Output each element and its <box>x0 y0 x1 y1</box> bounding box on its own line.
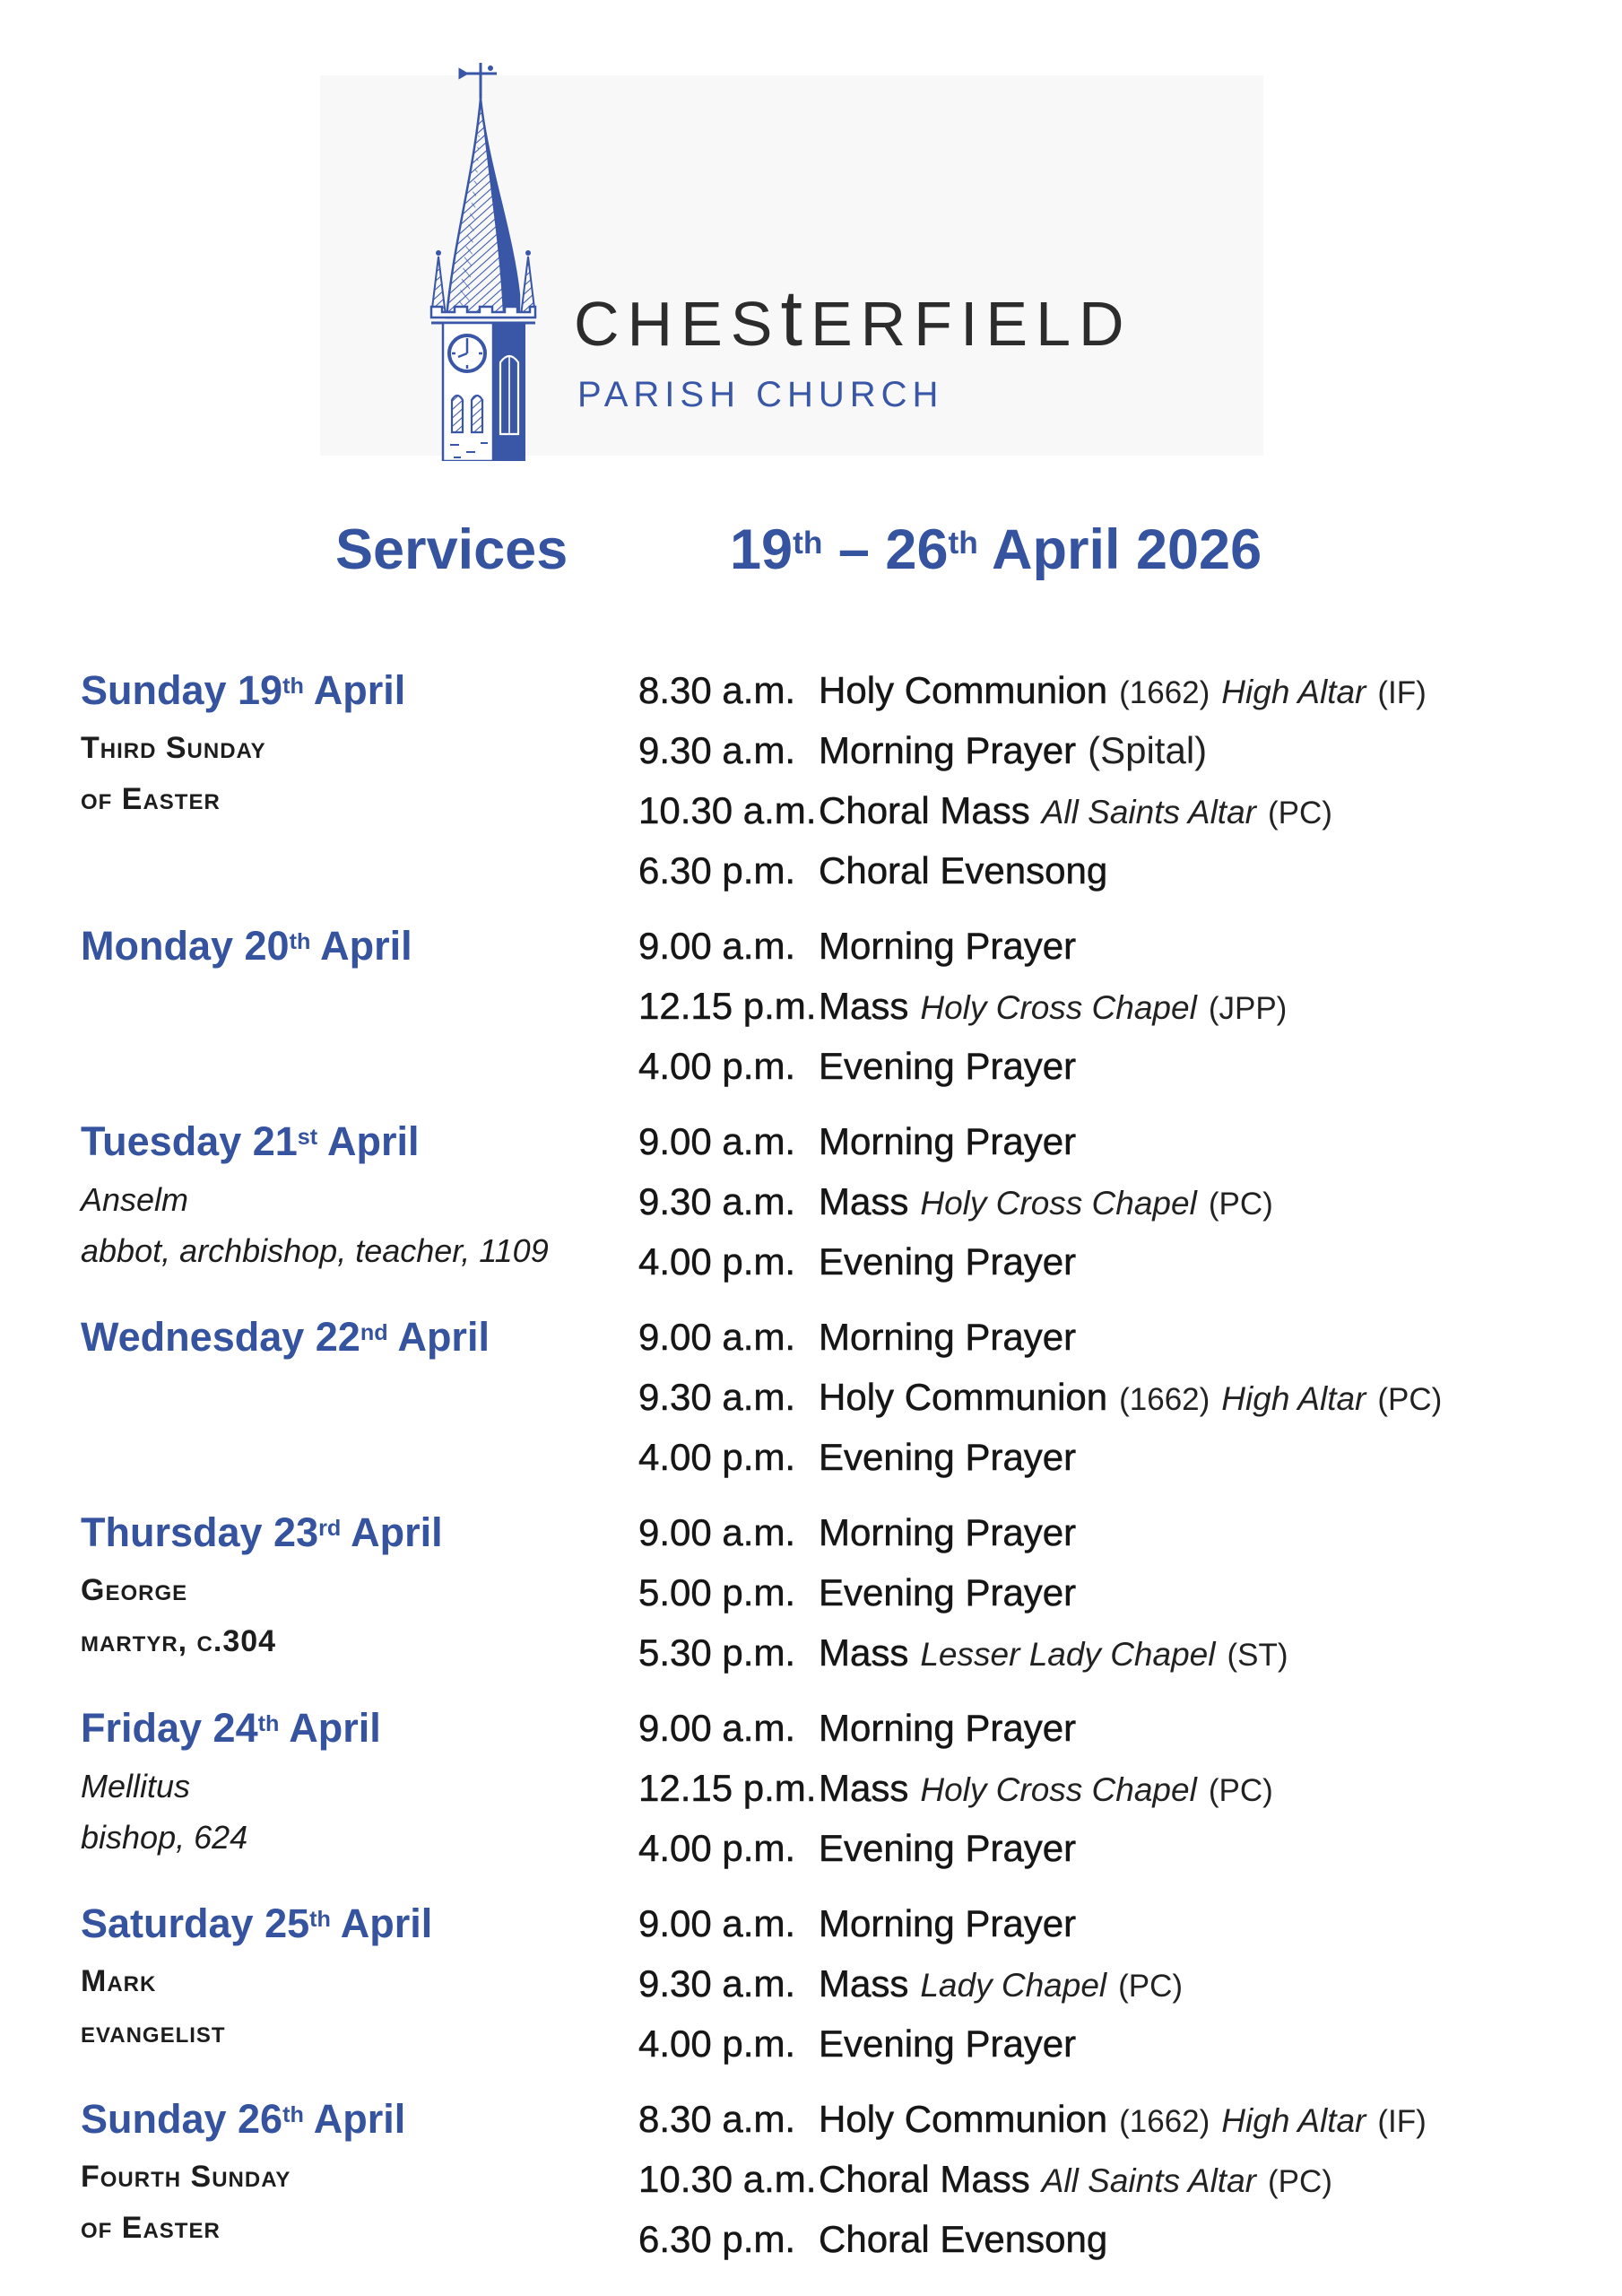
service-row <box>638 980 1586 1040</box>
service-text <box>819 1702 1076 1762</box>
service-text <box>819 1371 1442 1431</box>
service-name: Choral Evensong <box>819 2218 1108 2260</box>
service-row <box>638 1822 1586 1883</box>
service-time: 12.15 p.m. <box>638 1767 817 1809</box>
service-name: Morning Prayer <box>819 1511 1077 1553</box>
service-row <box>638 1371 1586 1431</box>
day-left-column <box>81 2093 628 2254</box>
service-name: Evening Prayer <box>819 1827 1077 1869</box>
day-block <box>81 665 1586 905</box>
day-ordinal: rd <box>318 1515 342 1541</box>
service-row <box>638 1567 1586 1627</box>
day-ordinal: th <box>282 673 304 699</box>
service-name: Choral Mass <box>819 2158 1030 2200</box>
service-text <box>819 2153 1332 2213</box>
service-row <box>638 1702 1586 1762</box>
day-block <box>81 920 1586 1100</box>
day-block <box>81 1116 1586 1296</box>
day-subtitle: Anselm <box>81 1181 189 1218</box>
service-row <box>638 2093 1586 2153</box>
day-left-column <box>81 1507 628 1667</box>
service-name: Choral Evensong <box>819 849 1108 891</box>
service-name: Mass <box>819 1962 909 2005</box>
service-detail: (PC) <box>1118 1969 1184 2004</box>
day-block <box>81 2093 1586 2274</box>
day-subtitle: of Easter <box>81 2211 221 2245</box>
service-detail: All Saints Altar <box>1041 794 1256 831</box>
day-services <box>638 1311 1586 1492</box>
day-ordinal: st <box>297 1124 318 1150</box>
day-subtitle: Mark <box>81 1964 157 1998</box>
service-row <box>638 1236 1586 1296</box>
service-row <box>638 1176 1586 1236</box>
service-text <box>819 980 1287 1040</box>
service-time: 4.00 p.m. <box>638 1240 796 1283</box>
day-heading: Sunday 26th April <box>81 2096 406 2142</box>
service-time: 4.00 p.m. <box>638 1827 796 1869</box>
day-subtitle: bishop, 624 <box>81 1819 248 1856</box>
brand-pre: CHES <box>574 289 781 359</box>
service-row <box>638 1958 1586 2018</box>
day-heading: Saturday 25th April <box>81 1900 433 1946</box>
service-detail: (PC) <box>1208 1773 1273 1808</box>
service-time: 9.00 a.m. <box>638 1511 796 1553</box>
service-detail: (Spital) <box>1088 729 1208 771</box>
service-text <box>819 2093 1427 2153</box>
day-heading: Sunday 19th April <box>81 667 406 713</box>
service-time: 8.30 a.m. <box>638 669 796 711</box>
service-time: 6.30 p.m. <box>638 2218 796 2260</box>
service-text <box>819 1507 1076 1567</box>
service-text <box>819 1116 1076 1176</box>
service-detail: (PC) <box>1267 2164 1332 2199</box>
date-end-ordinal: th <box>948 526 978 561</box>
service-text <box>819 1822 1076 1883</box>
day-subtitle: George <box>81 1573 188 1607</box>
service-text <box>819 1176 1273 1236</box>
date-range <box>730 518 1262 590</box>
day-services <box>638 1116 1586 1296</box>
day-left-column <box>81 920 628 978</box>
service-text <box>819 845 1107 905</box>
service-name: Mass <box>819 1631 909 1674</box>
service-row <box>638 2018 1586 2078</box>
service-name: Evening Prayer <box>819 1240 1077 1283</box>
day-services <box>638 1507 1586 1687</box>
date-start-ordinal: th <box>793 526 823 561</box>
service-detail: (PC) <box>1208 1187 1273 1222</box>
service-row <box>638 2213 1586 2274</box>
service-row <box>638 1431 1586 1492</box>
service-time: 9.00 a.m. <box>638 1707 796 1749</box>
day-block <box>81 1702 1586 1883</box>
service-time: 9.30 a.m. <box>638 1962 796 2005</box>
service-name: Holy Communion <box>819 669 1108 711</box>
service-time: 4.00 p.m. <box>638 1436 796 1478</box>
service-text <box>819 2018 1076 2078</box>
brand-wordmark <box>574 269 1132 368</box>
service-text <box>819 1627 1288 1687</box>
service-detail: Holy Cross Chapel <box>920 1771 1197 1808</box>
service-detail: (IF) <box>1377 675 1427 710</box>
service-time: 6.30 p.m. <box>638 849 796 891</box>
service-name: Evening Prayer <box>819 1571 1077 1613</box>
service-time: 8.30 a.m. <box>638 2098 796 2140</box>
day-subtitle: Fourth Sunday <box>81 2160 291 2194</box>
service-detail: (PC) <box>1377 1382 1443 1417</box>
service-detail: (PC) <box>1267 796 1332 831</box>
service-row <box>638 920 1586 980</box>
service-row <box>638 845 1586 905</box>
day-left-column <box>81 1702 628 1863</box>
day-heading: Monday 20th April <box>81 923 412 969</box>
service-detail: Lesser Lady Chapel <box>920 1636 1216 1673</box>
day-heading: Thursday 23rd April <box>81 1509 443 1555</box>
service-row <box>638 785 1586 845</box>
service-name: Evening Prayer <box>819 1436 1077 1478</box>
service-time: 9.00 a.m. <box>638 1120 796 1162</box>
day-subtitle: abbot, archbishop, teacher, 1109 <box>81 1232 549 1269</box>
service-detail: (IF) <box>1377 2104 1427 2139</box>
service-row <box>638 1627 1586 1687</box>
service-row <box>638 2153 1586 2213</box>
brand-post: ERFIELD <box>810 289 1132 359</box>
schedule <box>81 665 1586 2289</box>
date-month-year: April 2026 <box>977 518 1262 581</box>
service-detail: (ST) <box>1227 1638 1288 1673</box>
service-row <box>638 1116 1586 1176</box>
day-ordinal: th <box>257 1710 280 1736</box>
service-name: Morning Prayer <box>819 1707 1077 1749</box>
service-time: 4.00 p.m. <box>638 2022 796 2065</box>
date-start-day: 19 <box>730 518 794 581</box>
service-row <box>638 1898 1586 1958</box>
service-name: Mass <box>819 985 909 1027</box>
service-text <box>819 1567 1076 1627</box>
day-subtitle: Mellitus <box>81 1768 191 1805</box>
service-name: Mass <box>819 1180 909 1222</box>
day-heading: Tuesday 21st April <box>81 1118 420 1164</box>
service-detail: High Altar <box>1221 1380 1366 1417</box>
service-time: 12.15 p.m. <box>638 985 817 1027</box>
date-dash-end-day: – 26 <box>822 518 949 581</box>
day-left-column <box>81 1116 628 1276</box>
service-text <box>819 920 1076 980</box>
service-name: Morning Prayer <box>819 1120 1077 1162</box>
service-time: 9.30 a.m. <box>638 1376 796 1418</box>
day-subtitle: martyr, c.304 <box>81 1624 277 1658</box>
day-left-column <box>81 1311 628 1370</box>
service-detail: All Saints Altar <box>1041 2162 1256 2199</box>
service-row <box>638 1762 1586 1822</box>
service-name: Holy Communion <box>819 1376 1108 1418</box>
day-ordinal: th <box>282 2101 304 2127</box>
service-time: 9.30 a.m. <box>638 1180 796 1222</box>
day-ordinal: th <box>289 928 311 954</box>
service-text <box>819 725 1207 785</box>
service-text <box>819 1311 1076 1371</box>
service-detail: High Altar <box>1221 2102 1366 2139</box>
service-detail: High Altar <box>1221 674 1366 710</box>
service-row <box>638 1311 1586 1371</box>
service-text <box>819 1431 1076 1492</box>
brand-cross-t: t <box>780 274 811 362</box>
service-detail: (1662) <box>1119 675 1210 710</box>
day-heading: Wednesday 22nd April <box>81 1314 490 1360</box>
service-text <box>819 1898 1076 1958</box>
service-time: 10.30 a.m. <box>638 789 817 831</box>
service-text <box>819 785 1332 845</box>
page-title: Services <box>335 518 568 581</box>
service-detail: (1662) <box>1119 2104 1210 2139</box>
day-left-column <box>81 665 628 825</box>
day-ordinal: nd <box>360 1319 388 1345</box>
service-name: Morning Prayer <box>819 729 1077 771</box>
service-name: Choral Mass <box>819 789 1030 831</box>
service-detail: Holy Cross Chapel <box>920 1185 1197 1222</box>
service-row <box>638 1507 1586 1567</box>
day-subtitle: Third Sunday <box>81 731 266 765</box>
brand-subtitle: PARISH CHURCH <box>577 375 944 414</box>
service-name: Morning Prayer <box>819 1316 1077 1358</box>
day-services <box>638 1702 1586 1883</box>
service-text <box>819 2213 1107 2274</box>
service-time: 9.30 a.m. <box>638 729 796 771</box>
service-time: 5.00 p.m. <box>638 1571 796 1613</box>
day-services <box>638 2093 1586 2274</box>
service-detail: (JPP) <box>1208 991 1288 1026</box>
service-text <box>819 665 1427 725</box>
service-name: Morning Prayer <box>819 925 1077 967</box>
day-left-column <box>81 1898 628 2058</box>
service-time: 4.00 p.m. <box>638 1045 796 1087</box>
service-time: 10.30 a.m. <box>638 2158 817 2200</box>
service-row <box>638 725 1586 785</box>
service-text <box>819 1958 1183 2018</box>
day-block <box>81 1311 1586 1492</box>
crooked-spire-icon <box>402 57 561 461</box>
service-text <box>819 1762 1273 1822</box>
day-ordinal: th <box>309 1906 331 1932</box>
service-detail: Holy Cross Chapel <box>920 989 1197 1026</box>
service-time: 9.00 a.m. <box>638 1316 796 1358</box>
service-text <box>819 1236 1076 1296</box>
day-services <box>638 1898 1586 2078</box>
day-subtitle: of Easter <box>81 782 221 816</box>
day-services <box>638 665 1586 905</box>
day-block <box>81 1898 1586 2078</box>
service-time: 9.00 a.m. <box>638 1902 796 1944</box>
service-detail: (1662) <box>1119 1382 1210 1417</box>
service-time: 9.00 a.m. <box>638 925 796 967</box>
day-block <box>81 1507 1586 1687</box>
service-time: 5.30 p.m. <box>638 1631 796 1674</box>
day-subtitle: evangelist <box>81 2015 226 2049</box>
service-detail: Lady Chapel <box>920 1967 1107 2004</box>
service-row <box>638 665 1586 725</box>
service-name: Morning Prayer <box>819 1902 1077 1944</box>
service-name: Holy Communion <box>819 2098 1108 2140</box>
day-services <box>638 920 1586 1100</box>
service-name: Evening Prayer <box>819 1045 1077 1087</box>
service-name: Mass <box>819 1767 909 1809</box>
service-text <box>819 1040 1076 1100</box>
service-name: Evening Prayer <box>819 2022 1077 2065</box>
service-row <box>638 1040 1586 1100</box>
day-heading: Friday 24th April <box>81 1705 381 1751</box>
